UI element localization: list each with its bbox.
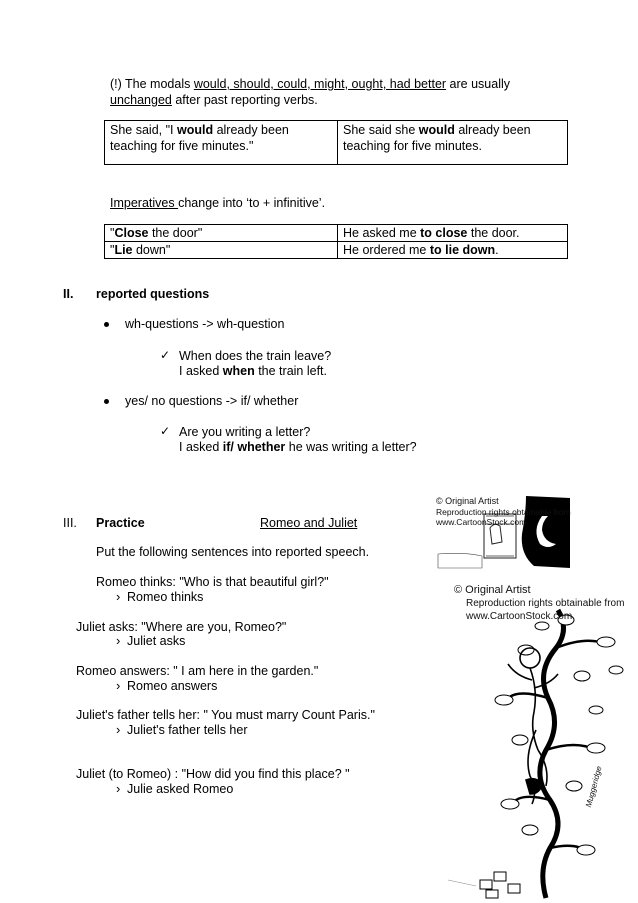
modal-example-table bbox=[104, 120, 568, 165]
check-icon: ✓ bbox=[160, 348, 171, 362]
cartoon-credit-artist: © Original Artist bbox=[454, 584, 531, 596]
bullet-dot-icon bbox=[104, 322, 109, 327]
table-cell-reported: She said she would already been teaching for five minutes. bbox=[338, 121, 568, 165]
cartoon-credit-artist: © Original Artist bbox=[436, 496, 499, 506]
cartoon-credit-url: www.CartoonStock.com bbox=[436, 517, 527, 527]
table-cell-reported: He ordered me to lie down. bbox=[338, 242, 568, 259]
practice-answer-3: Romeo answers bbox=[127, 679, 218, 693]
section-2-numeral: II. bbox=[63, 287, 74, 301]
section-3-numeral: III. bbox=[63, 516, 77, 530]
bullet-wh-questions: wh-questions -> wh-question bbox=[125, 317, 285, 331]
imperative-example-table bbox=[104, 224, 568, 259]
practice-item-1: Romeo thinks: "Who is that beautiful girl?" bbox=[96, 575, 329, 589]
modals-note-line2: unchanged after past reporting verbs. bbox=[110, 93, 318, 107]
modals-list: would, should, could, might, ought, had better bbox=[193, 77, 447, 91]
example-1-reported: I asked when the train left. bbox=[179, 364, 327, 378]
example-1-question: When does the train leave? bbox=[179, 349, 332, 363]
table-row bbox=[105, 242, 568, 259]
cartoon-credit-rights: Reproduction rights obtainable from bbox=[466, 598, 625, 609]
imperatives-word: Imperatives bbox=[110, 196, 179, 210]
practice-answer-4: Juliet's father tells her bbox=[127, 723, 248, 737]
artist-signature: Muggeridge bbox=[584, 765, 604, 809]
bullet-dot-icon bbox=[104, 399, 109, 404]
cartoon-credit-url: www.CartoonStock.com bbox=[466, 611, 573, 622]
practice-item-5: Juliet (to Romeo) : "How did you find this place? " bbox=[76, 767, 350, 781]
practice-answer-1: Romeo thinks bbox=[127, 590, 204, 604]
table-cell-direct: "Lie down" bbox=[105, 242, 338, 259]
practice-instruction: Put the following sentences into reported speech. bbox=[96, 545, 370, 559]
romeo-climbing-illustration bbox=[446, 580, 636, 900]
practice-item-3: Romeo answers: " I am here in the garden." bbox=[76, 664, 319, 678]
imperatives-note: Imperatives change into ‘to + infinitive’. bbox=[110, 196, 326, 210]
table-row bbox=[105, 121, 568, 165]
cartoon-credit-rights: Reproduction rights obtainable from bbox=[436, 507, 571, 517]
section-3-title: Practice bbox=[96, 516, 145, 530]
practice-answer-2: Juliet asks bbox=[127, 634, 186, 648]
table-cell-direct: "Close the door" bbox=[105, 225, 338, 242]
arrow-icon: › bbox=[116, 781, 121, 796]
cartoon-balcony-image bbox=[434, 494, 570, 570]
unchanged-word: unchanged bbox=[110, 93, 172, 107]
arrow-icon: › bbox=[116, 678, 121, 693]
practice-item-4: Juliet's father tells her: " You must marry Count Paris." bbox=[76, 708, 375, 722]
modals-note-line1: (!) The modals would, should, could, might, ought, had better are usually bbox=[110, 77, 511, 91]
table-row bbox=[105, 225, 568, 242]
arrow-icon: › bbox=[116, 722, 121, 737]
example-2-question: Are you writing a letter? bbox=[179, 425, 311, 439]
check-icon: ✓ bbox=[160, 424, 171, 438]
practice-item-2: Juliet asks: "Where are you, Romeo?" bbox=[76, 620, 287, 634]
example-2-reported: I asked if/ whether he was writing a letter? bbox=[179, 440, 417, 454]
bullet-yes-no-questions: yes/ no questions -> if/ whether bbox=[125, 394, 299, 408]
arrow-icon: › bbox=[116, 633, 121, 648]
cartoon-romeo-climbing-image bbox=[446, 580, 636, 900]
section-2-title: reported questions bbox=[96, 287, 210, 301]
story-title: Romeo and Juliet bbox=[260, 516, 358, 530]
practice-answer-5: Julie asked Romeo bbox=[127, 782, 234, 796]
arrow-icon: › bbox=[116, 589, 121, 604]
table-cell-direct: She said, "I would already been teaching for five minutes." bbox=[105, 121, 338, 165]
table-cell-reported: He asked me to close the door. bbox=[338, 225, 568, 242]
